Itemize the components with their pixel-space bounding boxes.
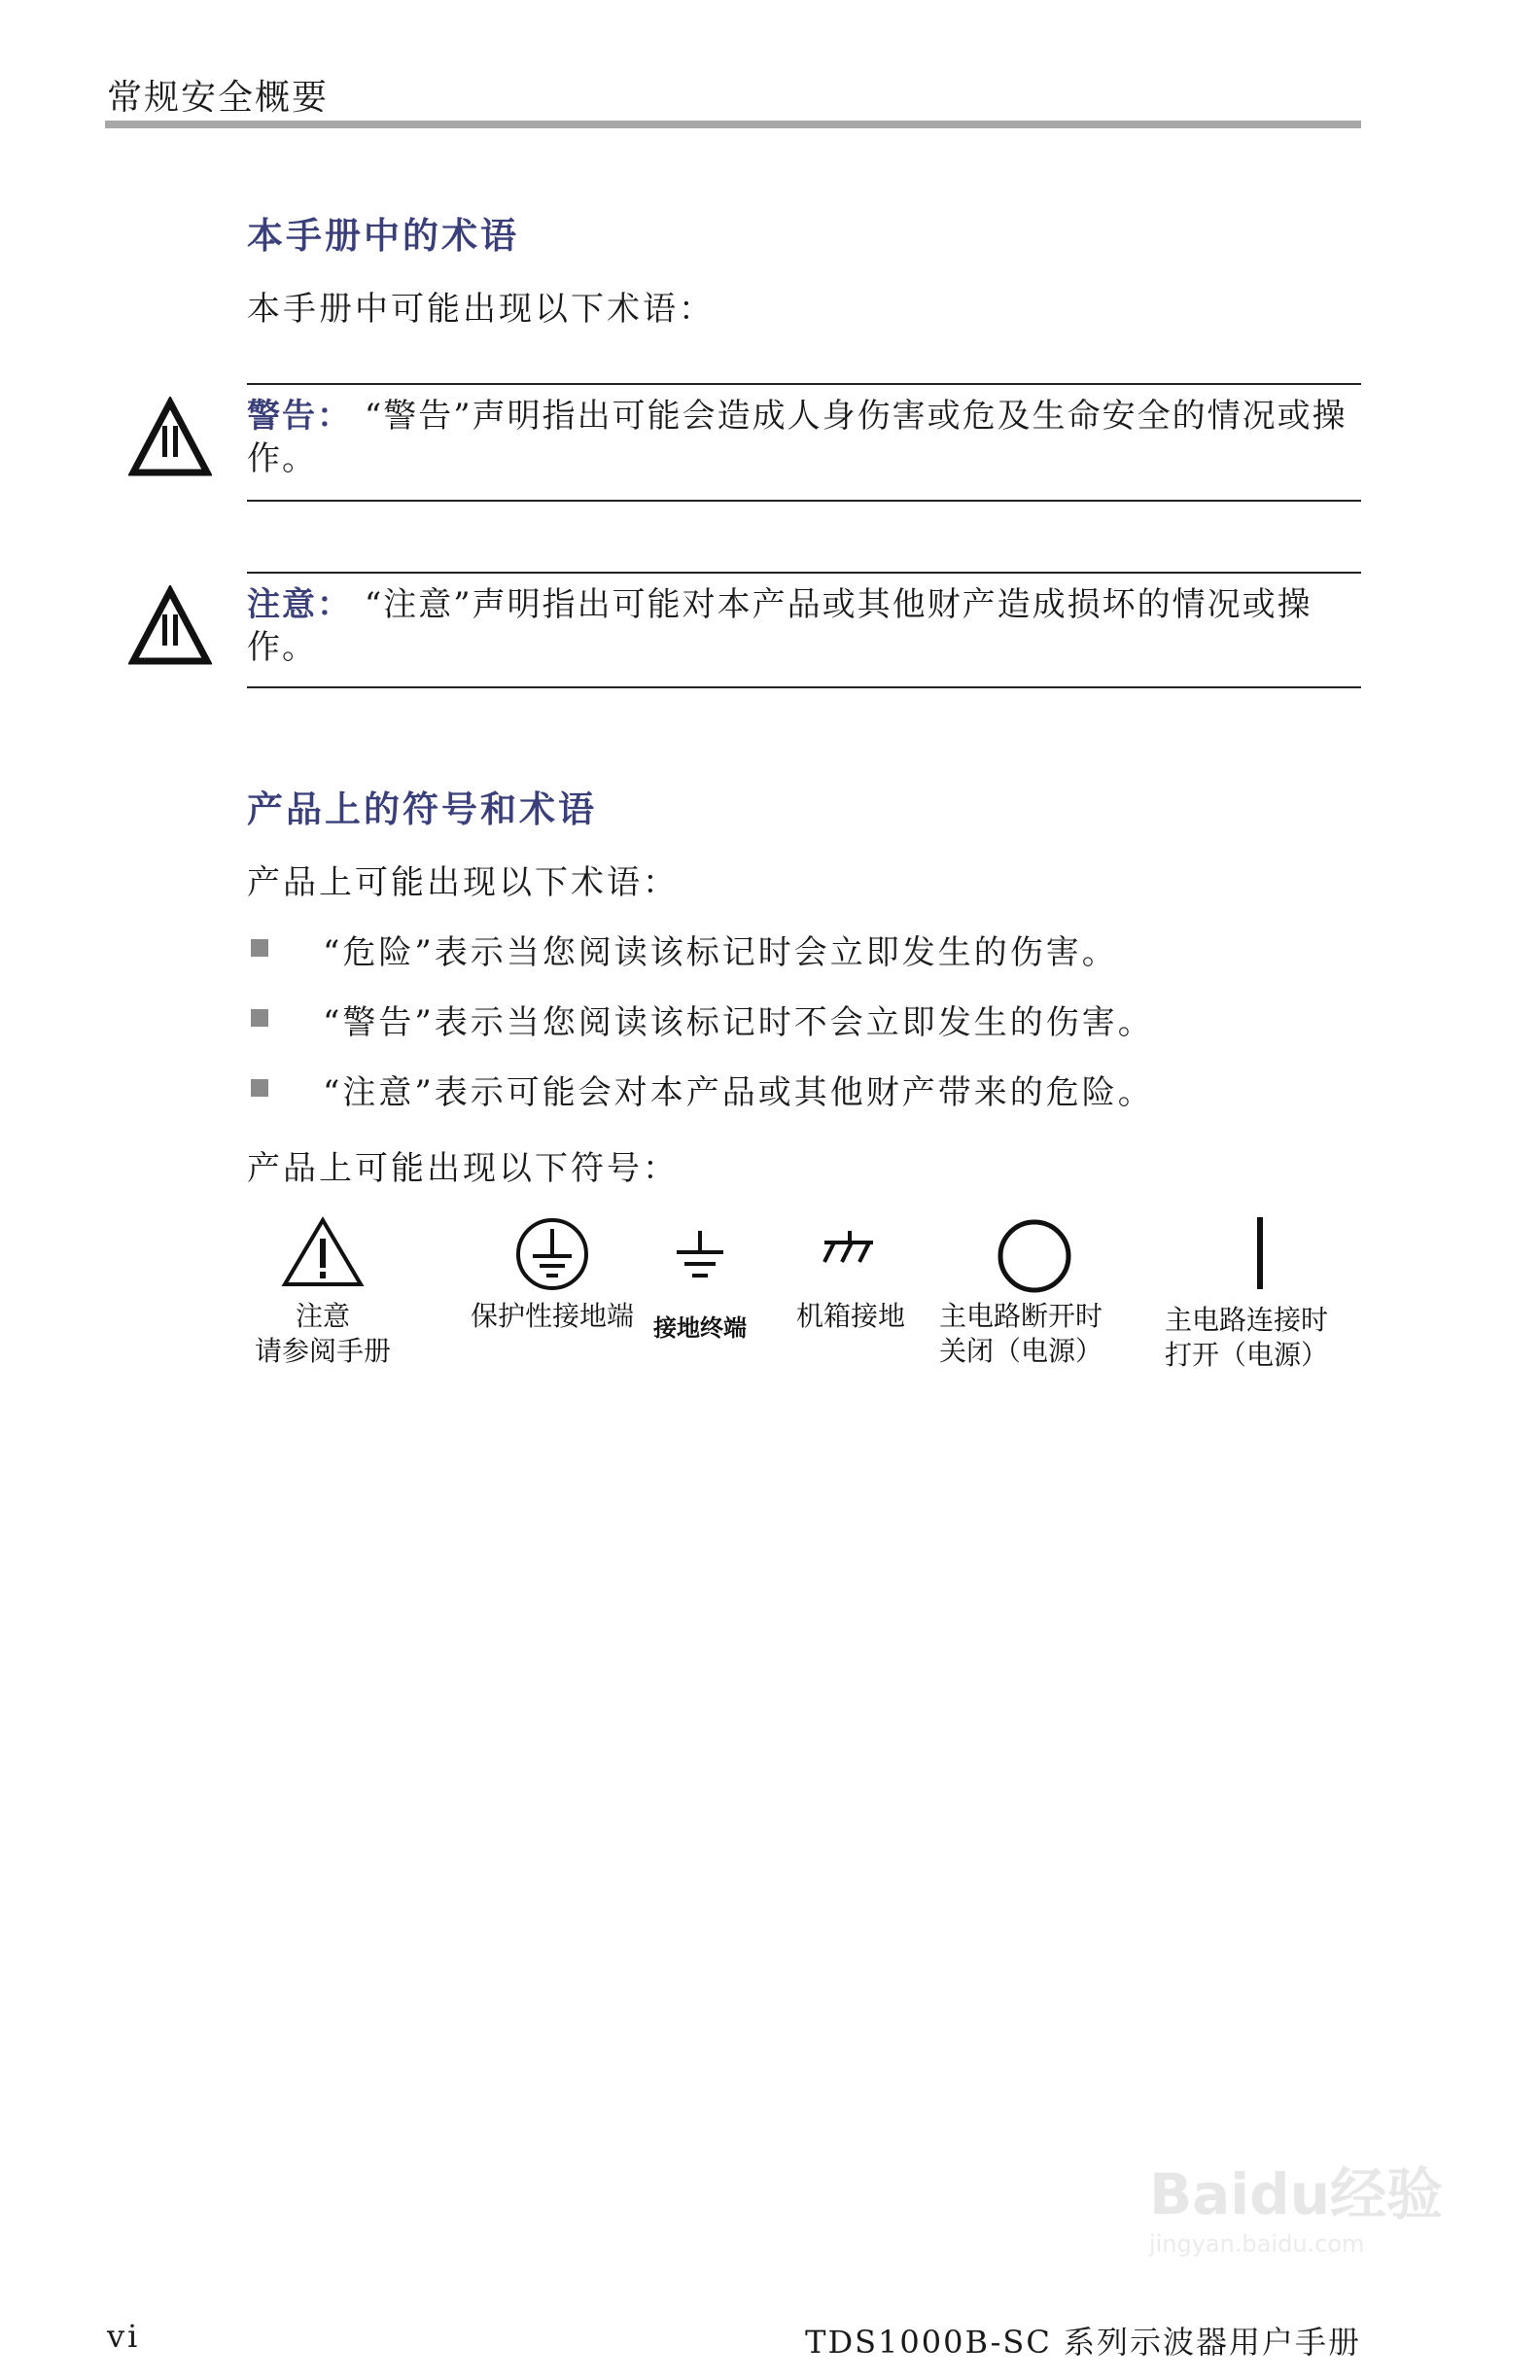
symbol-label-earth-ground: 接地终端 <box>653 1314 747 1342</box>
symbol-label-power-on <box>1165 1303 1359 1373</box>
symbol-label-line: 请参阅手册 <box>254 1335 391 1367</box>
section-heading-terms: 本手册中的术语 <box>247 215 519 257</box>
warning-bottom-rule <box>247 500 1361 502</box>
baidu-watermark <box>1149 2149 1443 2258</box>
symbol-label-line: 打开（电源） <box>1165 1339 1329 1371</box>
symbol-label-chassis-ground: 机箱接地 <box>795 1300 905 1332</box>
header-rule <box>105 121 1361 128</box>
protective-ground-icon <box>513 1215 591 1293</box>
power-off-circle-icon <box>996 1217 1073 1295</box>
section-intro-product-terms: 产品上可能出现以下术语： <box>247 863 679 902</box>
caution-top-rule <box>247 572 1361 574</box>
bullet-marker <box>251 1009 268 1027</box>
symbol-label-protective-ground: 保护性接地端 <box>470 1300 634 1332</box>
section-intro-terms: 本手册中可能出现以下术语： <box>247 290 715 329</box>
warning-label: 警告： <box>247 397 352 436</box>
bullet-item: “注意”表示可能会对本产品或其他财产带来的危险。 <box>323 1073 1154 1112</box>
caution-note <box>247 583 1365 669</box>
warning-note <box>247 395 1365 480</box>
symbols-intro: 产品上可能出现以下符号： <box>247 1149 679 1188</box>
warning-text: “警告”声明指出可能会造成人身伤害或危及生命安全的情况或操作。 <box>247 397 1348 478</box>
running-header: 常规安全概要 <box>107 78 330 118</box>
symbol-label-line: 注意 <box>295 1300 350 1332</box>
caution-triangle-icon <box>280 1215 366 1289</box>
caution-triangle-icon <box>128 585 212 667</box>
page-number: vi <box>107 2318 141 2355</box>
bullet-item: “警告”表示当您阅读该标记时不会立即发生的伤害。 <box>323 1003 1154 1042</box>
bullet-item: “危险”表示当您阅读该标记时会立即发生的伤害。 <box>323 933 1118 972</box>
symbol-label-caution <box>226 1299 420 1369</box>
manual-title: TDS1000B-SC 系列示波器用户手册 <box>805 2324 1361 2361</box>
symbol-label-power-off <box>939 1299 1134 1369</box>
symbol-label-line: 主电路断开时 <box>939 1300 1103 1332</box>
symbol-label-line: 主电路连接时 <box>1165 1304 1329 1336</box>
warning-top-rule <box>247 383 1361 385</box>
symbol-label-line: 关闭（电源） <box>939 1335 1103 1367</box>
watermark-url: jingyan.baidu.com <box>1148 2230 1365 2258</box>
power-on-line-icon <box>1248 1215 1272 1291</box>
bullet-marker <box>251 939 268 957</box>
watermark-brand: Baidu经验 <box>1148 2161 1443 2227</box>
caution-bottom-rule <box>247 686 1361 688</box>
caution-text: “注意”声明指出可能对本产品或其他财产造成损坏的情况或操作。 <box>247 585 1312 667</box>
earth-ground-icon <box>671 1227 729 1285</box>
section-heading-symbols: 产品上的符号和术语 <box>247 788 597 830</box>
bullet-marker <box>251 1079 268 1097</box>
warning-triangle-icon <box>128 397 212 478</box>
caution-label: 注意： <box>247 585 352 624</box>
chassis-ground-icon <box>817 1229 879 1276</box>
